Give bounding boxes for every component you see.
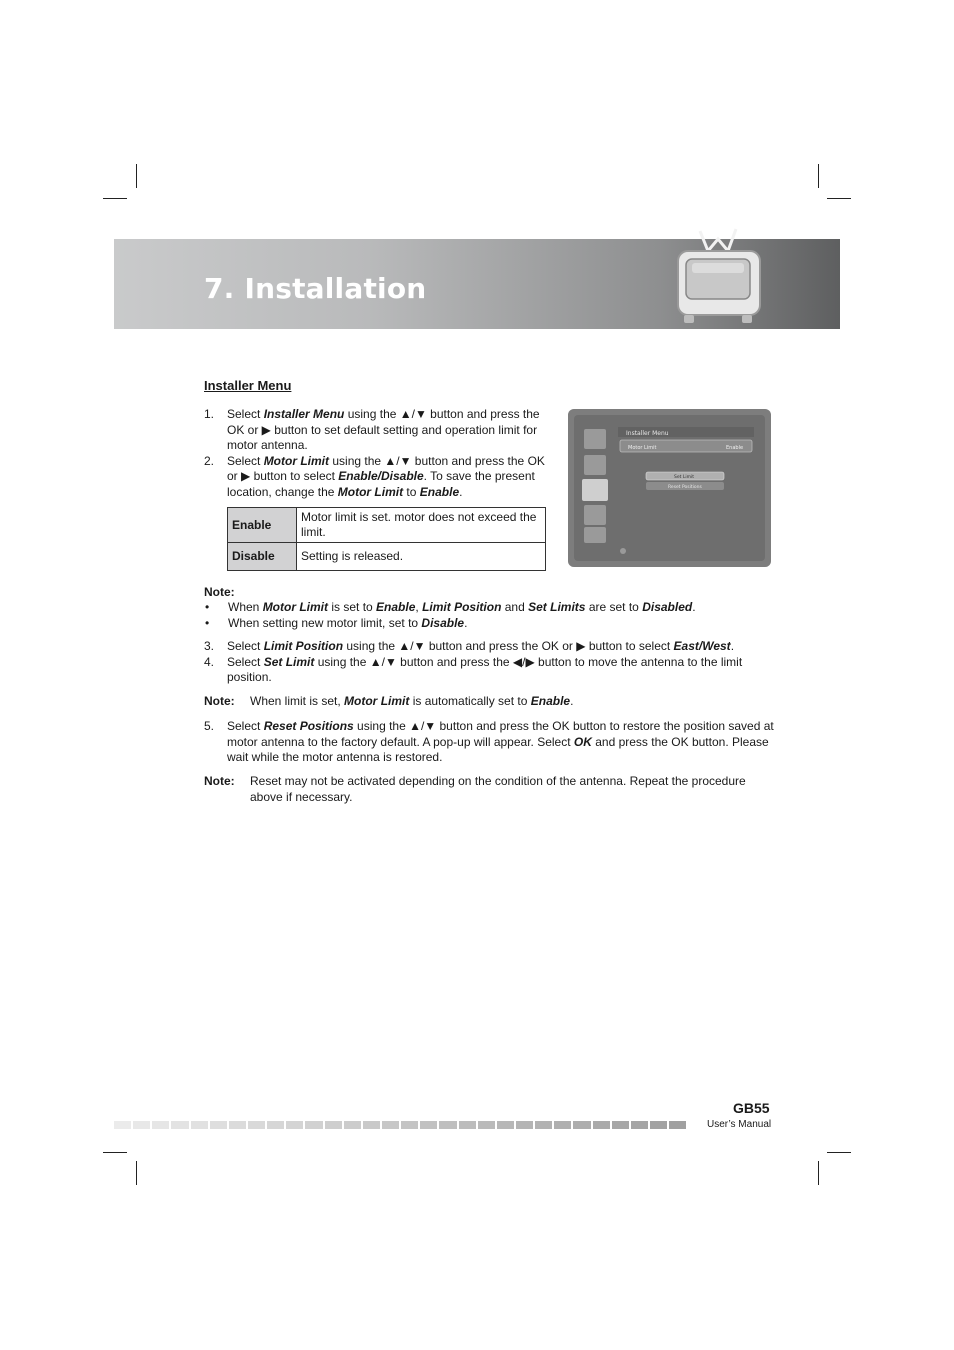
crop-mark	[136, 164, 137, 188]
emphasis-text: Enable	[530, 694, 571, 708]
note-bullets	[204, 600, 696, 631]
body-text: Select	[227, 654, 264, 669]
body-text: or ▶ button to set default setting and operation limit for motor antenna.	[227, 422, 538, 452]
emphasis-text: Motor Limit	[262, 600, 329, 614]
bullet-icon: •	[205, 600, 210, 614]
body-text: When setting new motor limit, set to	[228, 615, 422, 630]
footer-bar-segment	[554, 1121, 571, 1129]
emphasis-text: OK	[671, 734, 689, 749]
note-2	[204, 694, 774, 710]
emphasis-text: Set Limit	[263, 654, 315, 669]
screen-btn-reset: Reset Positions	[668, 485, 702, 490]
option-desc: Motor limit is set. motor does not exceed the limit.	[297, 508, 546, 543]
body-text: and	[501, 600, 529, 614]
crop-mark	[818, 1161, 819, 1185]
bullet-text	[228, 600, 696, 616]
body-text: is automatically set to	[409, 694, 531, 708]
emphasis-text: OK	[541, 639, 559, 653]
note-text	[250, 694, 573, 710]
emphasis-text: Enable/Disable	[338, 469, 424, 483]
body-text: using the ▲/▼ button and press the	[353, 719, 553, 733]
emphasis-text: Disable	[421, 615, 465, 630]
body-text: is set to	[328, 600, 377, 614]
body-text: Select	[227, 719, 264, 733]
list-item	[204, 454, 549, 501]
body-text: using the ▲/▼ button and press the	[344, 407, 540, 421]
screen-row-value: Enable	[726, 445, 744, 451]
screen-row-label: Motor Limit	[628, 445, 657, 451]
body-text: and press the	[591, 734, 672, 749]
crop-mark	[136, 1161, 137, 1185]
footer-bar-segment	[363, 1121, 380, 1129]
body-text: When	[228, 600, 263, 614]
step-text	[227, 454, 549, 501]
bullet-text	[228, 616, 467, 632]
footer-bar-segment	[612, 1121, 629, 1129]
body-text: button. Please wait while the motor antenna is restored.	[227, 734, 769, 764]
body-text: or ▶ button to select	[558, 639, 674, 653]
footer-bar-segment	[420, 1121, 437, 1129]
footer-bar-segment	[267, 1121, 284, 1129]
footer-bar-segment	[631, 1121, 648, 1129]
emphasis-text: Motor Limit	[344, 694, 410, 708]
option-desc: Setting is released.	[297, 543, 546, 571]
note-label: Note:	[204, 585, 235, 599]
footer-bar-segment	[459, 1121, 476, 1129]
steps-list-b	[204, 639, 774, 686]
crop-mark	[827, 1152, 851, 1153]
body-text: Select	[227, 639, 264, 653]
emphasis-text: OK	[227, 422, 245, 437]
footer-bar-segment	[171, 1121, 188, 1129]
bullet-icon: •	[205, 615, 210, 630]
footer-bar-segment	[210, 1121, 227, 1129]
step-text	[227, 639, 774, 655]
body-text: .	[730, 639, 735, 653]
list-item	[204, 616, 696, 632]
footer-bar-segment	[133, 1121, 150, 1129]
body-text: ,	[415, 600, 423, 614]
steps-list-a	[204, 407, 549, 500]
footer-bar-segment	[325, 1121, 342, 1129]
footer-bar-segment	[229, 1121, 246, 1129]
emphasis-text: OK	[552, 719, 570, 733]
body-text: Select	[227, 453, 264, 468]
list-item	[204, 655, 774, 686]
list-item	[204, 719, 774, 766]
footer-bar-segment	[650, 1121, 667, 1129]
body-text: Reset may not be activated depending on the condition of the antenna. Repeat the procedure above if necessary.	[250, 774, 746, 804]
table-row	[228, 543, 546, 571]
step-number: 3.	[204, 639, 215, 653]
step-number: 1.	[204, 407, 215, 421]
list-item	[204, 407, 549, 454]
emphasis-text: OK	[573, 734, 592, 749]
manual-subtitle: User’s Manual	[707, 1119, 772, 1130]
body-text: .	[464, 615, 468, 630]
emphasis-text: Limit Position	[263, 639, 344, 653]
footer-bar-segment	[516, 1121, 533, 1129]
emphasis-text: Enable	[419, 484, 460, 499]
crop-mark	[818, 164, 819, 188]
body-text: using the ▲/▼ button and press the	[329, 453, 528, 468]
footer-bar-segment	[535, 1121, 552, 1129]
footer-bar	[114, 1121, 686, 1129]
list-item	[204, 600, 696, 616]
screen-menu-title: Installer Menu	[626, 430, 669, 437]
footer-bar-segment	[152, 1121, 169, 1129]
emphasis-text: Motor Limit	[337, 484, 404, 499]
footer-bar-segment	[573, 1121, 590, 1129]
table-row	[228, 508, 546, 543]
step-text	[227, 407, 549, 454]
footer-bar-segment	[305, 1121, 322, 1129]
footer-bar-segment	[439, 1121, 456, 1129]
screen-btn-set-limit: Set Limit	[674, 475, 694, 480]
emphasis-text: Set Limits	[528, 600, 586, 614]
body-text: using the ▲/▼ button and press the	[343, 639, 542, 653]
step-text	[227, 655, 774, 686]
option-key: Disable	[228, 543, 297, 571]
screenshot-graphic	[568, 409, 771, 567]
step-number: 5.	[204, 719, 215, 733]
model-name: GB55	[733, 1100, 770, 1116]
body-text: to	[403, 484, 420, 499]
emphasis-text: OK	[527, 453, 545, 468]
crop-mark	[103, 1152, 127, 1153]
footer-bar-segment	[286, 1121, 303, 1129]
body-text: . To save the present location, change the	[227, 469, 535, 499]
body-text: Select	[227, 407, 264, 421]
footer-bar-segment	[401, 1121, 418, 1129]
body-text: are set to	[585, 600, 643, 614]
emphasis-text: Reset Positions	[263, 719, 354, 733]
note-3	[204, 774, 774, 805]
body-text: or ▶ button to select	[227, 469, 339, 483]
chapter-title: 7. Installation	[204, 272, 427, 305]
footer-bar-segment	[497, 1121, 514, 1129]
footer-bar-segment	[114, 1121, 131, 1129]
step-text	[227, 719, 774, 766]
emphasis-text: Disabled	[642, 600, 693, 614]
body-text: .	[570, 694, 574, 708]
crop-mark	[827, 198, 851, 199]
crop-mark	[103, 198, 127, 199]
option-key: Enable	[228, 508, 297, 543]
emphasis-text: Limit Position	[422, 600, 502, 614]
emphasis-text: East/West	[673, 639, 731, 653]
footer-bar-segment	[478, 1121, 495, 1129]
step-number: 4.	[204, 654, 215, 669]
body-text: button to restore the position saved at motor antenna to the factory default. A pop-up will appear. Select	[227, 719, 774, 749]
emphasis-text: Motor Limit	[263, 453, 330, 468]
installer-menu-screenshot	[568, 409, 771, 567]
note-label: Note:	[204, 774, 235, 788]
note-text	[250, 774, 774, 805]
footer-bar-segment	[382, 1121, 399, 1129]
footer-bar-segment	[344, 1121, 361, 1129]
chapter-banner	[114, 239, 840, 329]
emphasis-text: Installer Menu	[263, 407, 345, 421]
body-text: using the ▲/▼ button and press the ◀/▶ button to move the antenna to the limit position.	[227, 654, 743, 684]
body-text: .	[692, 600, 696, 614]
tv-icon	[670, 217, 766, 329]
footer-bar-segment	[191, 1121, 208, 1129]
step-number: 2.	[204, 453, 215, 468]
list-item	[204, 639, 774, 655]
footer-bar-segment	[248, 1121, 265, 1129]
options-table	[227, 507, 546, 571]
body-text: When limit is set,	[250, 694, 345, 708]
footer-bar-segment	[593, 1121, 610, 1129]
body-text: .	[459, 484, 463, 499]
emphasis-text: Enable	[376, 600, 416, 614]
section-heading: Installer Menu	[204, 378, 292, 393]
footer-bar-segment	[669, 1121, 686, 1129]
steps-list-c	[204, 719, 774, 766]
note-label: Note:	[204, 694, 235, 708]
